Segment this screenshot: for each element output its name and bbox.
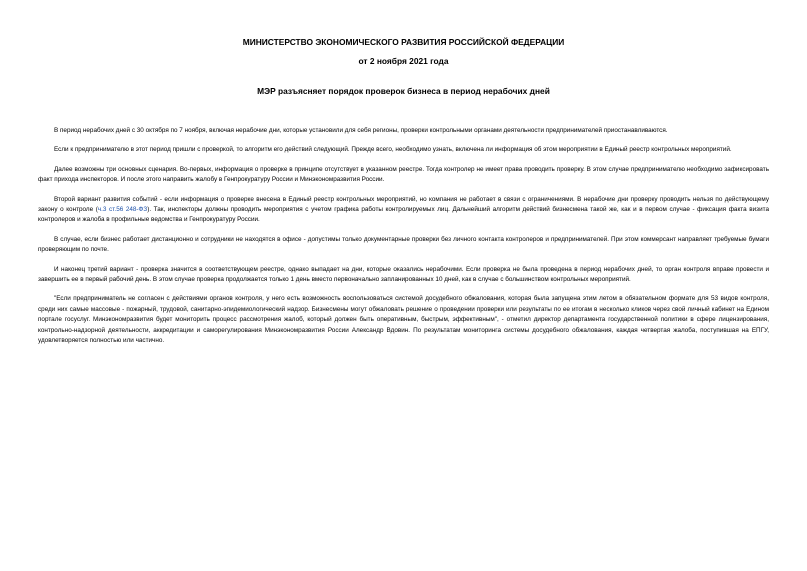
paragraph-1: В период нерабочих дней с 30 октября по 7 ноября, включая нерабочие дни, которые установили для себя регионы, проверки контрольными органами деятельности предпринимателей приостанавливаются. [54,127,668,134]
document-body [38,126,769,347]
paragraph-4-text-after: ). Так, инспекторы должны проводить мероприятия с учетом графика работы контролируемых лиц. Дальнейший алгоритм действий бизнесмена такой же, как и в первом случае - фиксация факта визита контролеров и жалоба в профильные ведомства и Генпрокуратуру России. [38,206,769,224]
paragraph-3: Далее возможны три основных сценария. Во-первых, информация о проверке в принципе отсутствует в указанном реестре. Тогда контролер не имеет права проводить проверку. В этом случае предпринимателю необходимо зафиксировать факт прихода инспекторов. И после этого направить жалобу в Генпрокуратуру России и Минэкономразвития России. [38,165,769,184]
document-headline: МЭР разъясняет порядок проверок бизнеса в период нерабочих дней [257,86,550,96]
paragraph-2: Если к предпринимателю в этот период пришли с проверкой, то алгоритм его действий следующий. Прежде всего, необходимо узнать, включена ли информация об этом мероприятии в Единый реестр контрольных мероприятий. [54,146,732,154]
law-reference-link[interactable]: ч.3 ст.56 248-ФЗ [97,206,148,214]
paragraph-7: "Если предприниматель не согласен с действиями органов контроля, у него есть возможность воспользоваться системой досудебного обжалования, которая была запущена этим летом в обязательном формате для 53 видов контроля, среди них самые массовые - пожарный, трудовой, санитарно-эпидемиологический надзор. Бизнесмены могут обжаловать решение о проведении проверки или результаты по ее итогам в несколько кликов через свой личный кабинет на Едином портале госуслуг. Минэкономразвития будет мониторить процесс рассмотрения жалоб, который должен быть оперативным, быстрым, эффективным", - отметил директор департамента государственной политики в сфере лицензирования, контрольно-надзорной деятельности, аккредитации и саморегулирования Минэкономразвития России Александр Вдовин. По результатам мониторинга системы досудебного обжалования, каждая четвертая жалоба, поступившая на ЕПГУ, удовлетворяется полностью или частично. [38,295,769,345]
paragraph-6: И наконец третий вариант - проверка значится в соответствующем реестре, однако выпадает на дни, которые оказались нерабочими. Если проверка не была проведена в период нерабочих дней, то орган контроля вправе провести и завершить ее в первый рабочий день. В этом случае проверка продолжается только 1 день вместо первоначально запланированных 10 дней, как в случае с большинством контрольных мероприятий. [38,265,769,284]
document-date: от 2 ноября 2021 года [358,56,449,66]
ministry-title: МИНИСТЕРСТВО ЭКОНОМИЧЕСКОГО РАЗВИТИЯ РОССИЙСКОЙ ФЕДЕРАЦИИ [242,37,565,47]
paragraph-4-text-before: Второй вариант развития событий - если информация о проверке внесена в Единый реестр контрольных мероприятий, но компания не работает в связи с ограничениями. В нерабочие дни проверку проводить нельзя по действующему закону о контроле ( [38,195,769,214]
paragraph-5: В случае, если бизнес работает дистанционно и сотрудники не находятся в офисе - допустимы только документарные проверки без личного контакта контролеров и предпринимателей. При этом коммерсант направляет требуемые бумаги проверяющим по почте. [38,235,769,254]
paragraph-4 [38,195,769,226]
